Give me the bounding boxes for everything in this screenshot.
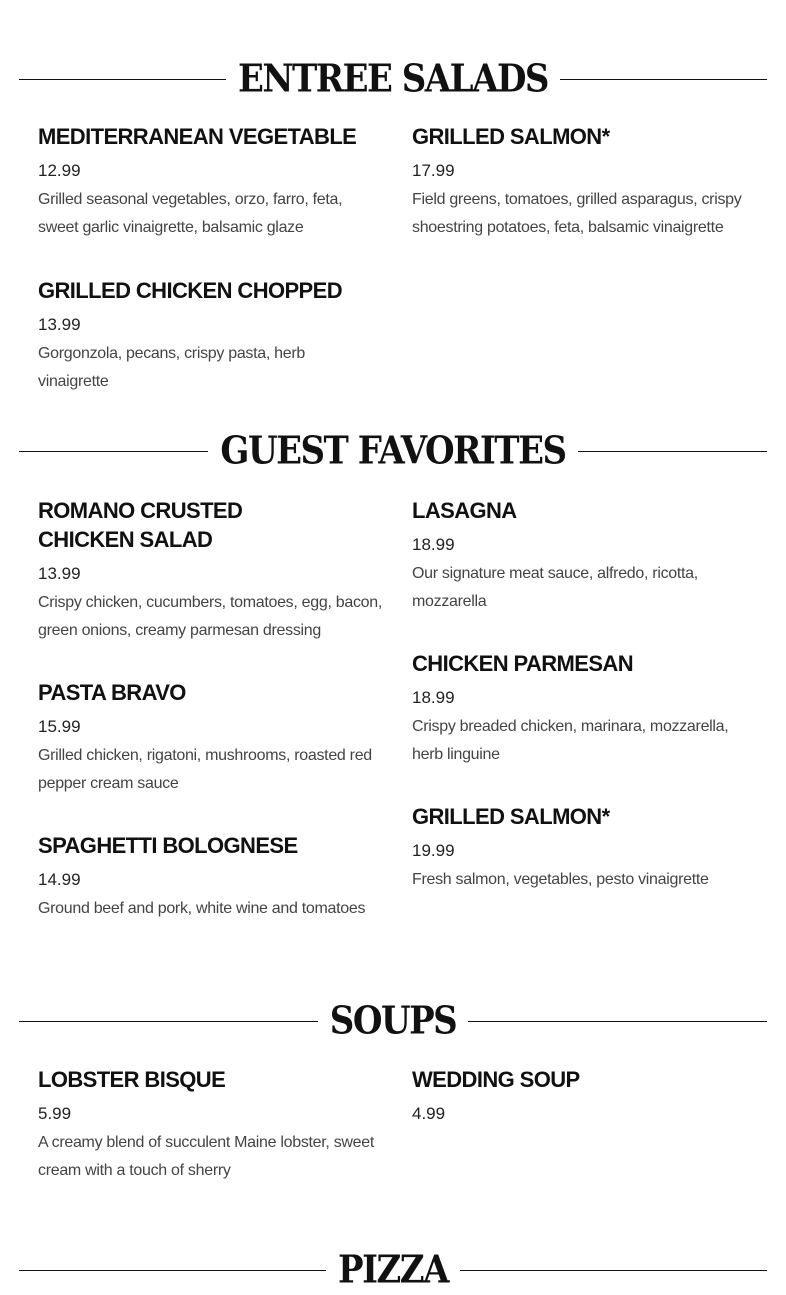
item-description: Crispy chicken, cucumbers, tomatoes, egg, bacon, green onions, creamy parmesan dressing [38,594,382,639]
item-price: 5.99 [38,1104,72,1123]
divider [19,79,226,80]
menu-item-lasagna [412,496,712,616]
section-title: ENTREE SALADS [238,56,548,102]
section-header-entree-salads [19,54,767,104]
item-price: 15.99 [38,717,81,736]
item-price: 18.99 [412,688,455,707]
item-name: LASAGNA [412,498,517,523]
divider [460,1270,767,1271]
item-price: 18.99 [412,535,455,554]
section-header-pizza [19,1245,767,1295]
section-title: SOUPS [329,998,457,1044]
item-name: GRILLED SALMON* [412,804,610,829]
item-description: Our signature meat sauce, alfredo, ricotta, mozzarella [412,565,698,610]
item-name: GRILLED CHICKEN CHOPPED [38,278,342,303]
item-name: CHICKEN PARMESAN [412,651,634,676]
item-name: ROMANO CRUSTED CHICKEN SALAD [38,498,243,552]
item-name: LOBSTER BISQUE [38,1067,226,1092]
item-description: Ground beef and pork, white wine and tomatoes [38,900,366,917]
item-price: 13.99 [38,564,81,583]
menu-item-wedding-soup [412,1065,752,1125]
section-title: GUEST FAVORITES [220,428,566,474]
item-description: Crispy breaded chicken, marinara, mozzarella, herb linguine [412,718,729,763]
divider [19,451,208,452]
item-description: Field greens, tomatoes, grilled asparagus, crispy shoestring potatoes, feta, balsamic vinaigrette [412,191,742,236]
divider [468,1021,767,1022]
divider [560,79,767,80]
item-price: 14.99 [38,870,81,889]
item-name: WEDDING SOUP [412,1067,580,1092]
divider [19,1270,326,1271]
menu-item-grilled-salmon [412,802,752,894]
menu-item-romano-crusted-chicken-salad [38,496,382,645]
section-header-soups [19,996,767,1046]
item-description: Gorgonzola, pecans, crispy pasta, herb vinaigrette [38,345,305,390]
menu-item-chicken-parmesan [412,649,732,769]
item-price: 17.99 [412,161,455,180]
menu-item-pasta-bravo [38,678,378,798]
item-description: Grilled seasonal vegetables, orzo, farro, feta, sweet garlic vinaigrette, balsamic glaze [38,191,343,236]
item-price: 12.99 [38,161,81,180]
item-description: A creamy blend of succulent Maine lobster, sweet cream with a touch of sherry [38,1134,375,1179]
item-price: 4.99 [412,1104,446,1123]
item-name: PASTA BRAVO [38,680,186,705]
item-price: 13.99 [38,315,81,334]
item-name: GRILLED SALMON* [412,124,610,149]
section-title: PIZZA [338,1247,448,1293]
menu-item-mediterranean-vegetable [38,122,378,242]
item-description: Grilled chicken, rigatoni, mushrooms, roasted red pepper cream sauce [38,747,372,792]
item-price: 19.99 [412,841,455,860]
menu-item-grilled-chicken-chopped [38,276,378,396]
item-name: SPAGHETTI BOLOGNESE [38,833,298,858]
divider [578,451,767,452]
item-name: MEDITERRANEAN VEGETABLE [38,124,357,149]
divider [19,1021,318,1022]
menu-item-grilled-salmon-salad [412,122,752,242]
item-description: Fresh salmon, vegetables, pesto vinaigrette [412,871,709,888]
menu-item-spaghetti-bolognese [38,831,378,923]
menu-item-lobster-bisque [38,1065,378,1185]
section-header-guest-favorites [19,426,767,476]
